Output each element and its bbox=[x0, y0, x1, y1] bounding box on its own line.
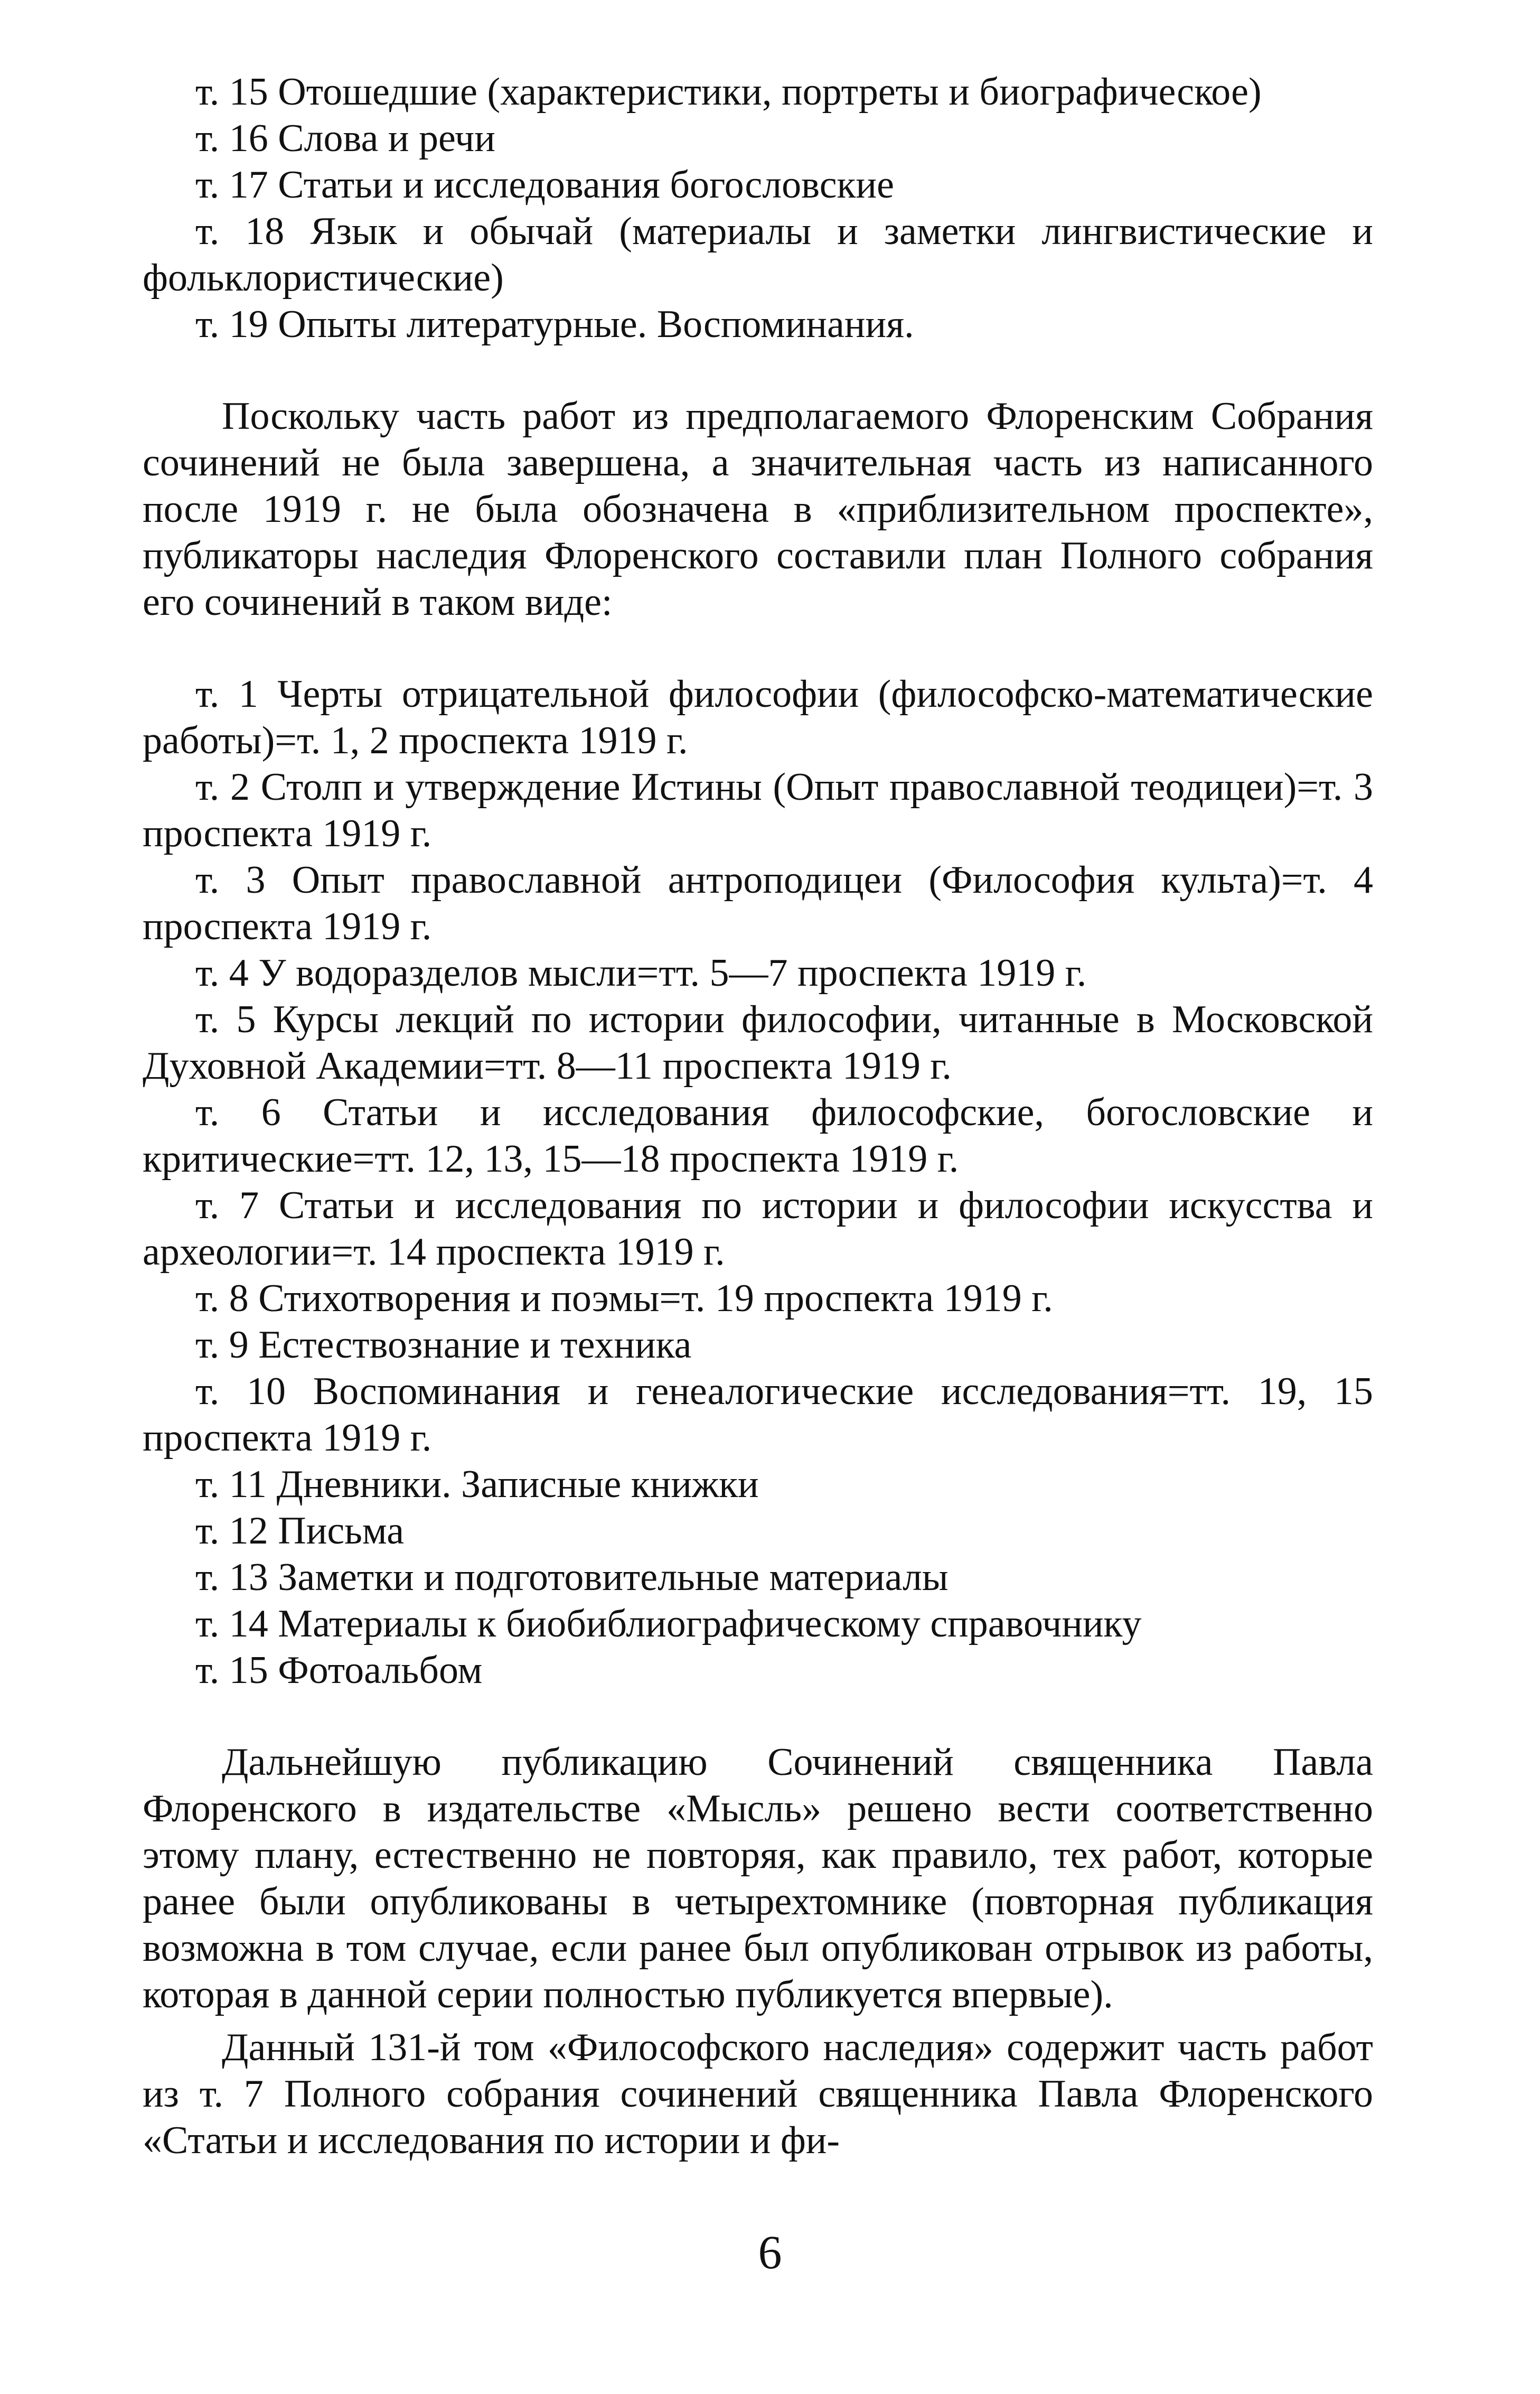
paragraph-volume-contents: Данный 131-й том «Философского наследия» содержит часть работ из т. 7 Полного собрания сочинений священника Павла Флоренского «Статьи и исследования по истории и фи- bbox=[143, 2026, 1373, 2162]
list-item: т. 15 Фотоальбом bbox=[195, 1649, 483, 1692]
volume-list-continued bbox=[143, 69, 1373, 348]
list-item: т. 18 Язык и обычай (материалы и заметки лингвистические и фольклористические) bbox=[143, 210, 1373, 300]
page-content bbox=[143, 69, 1373, 2164]
list-item: т. 7 Статьи и исследования по истории и философии искусства и археологии=т. 14 проспекта 1919 г. bbox=[143, 1184, 1373, 1274]
list-item: т. 3 Опыт православной антроподицеи (Философия культа)=т. 4 проспекта 1919 г. bbox=[143, 858, 1373, 948]
list-item: т. 4 У водоразделов мысли=тт. 5—7 проспекта 1919 г. bbox=[195, 951, 1087, 995]
list-item: т. 8 Стихотворения и поэмы=т. 19 проспекта 1919 г. bbox=[195, 1277, 1053, 1320]
list-item: т. 6 Статьи и исследования философские, богословские и критические=тт. 12, 13, 15—18 проспекта 1919 г. bbox=[143, 1091, 1373, 1181]
list-item: т. 12 Письма bbox=[195, 1509, 405, 1553]
complete-works-plan-list bbox=[143, 671, 1373, 1694]
list-item: т. 16 Слова и речи bbox=[195, 117, 495, 160]
list-item: т. 14 Материалы к биобиблиографическому справочнику bbox=[195, 1602, 1142, 1645]
list-item: т. 1 Черты отрицательной философии (философско-математические работы)=т. 1, 2 проспекта 1919 г. bbox=[143, 672, 1373, 762]
list-item: т. 9 Естествознание и техника bbox=[195, 1323, 692, 1367]
list-item: т. 5 Курсы лекций по истории философии, читанные в Московской Духовной Академии=тт. 8—11 проспекта 1919 г. bbox=[143, 998, 1373, 1088]
paragraph-publication-plan: Дальнейшую публикацию Сочинений священника Павла Флоренского в издательстве «Мысль» решено вести соответственно этому плану, естественно не повторяя, как правило, тех работ, которые ранее были опубликованы в четырехтомнике (повторная публикация возможна в том случае, если ранее был опубликован отрывок из работы, которая в данной серии полностью публикуется впервые). bbox=[143, 1741, 1373, 2016]
list-item: т. 11 Дневники. Записные книжки bbox=[195, 1463, 759, 1506]
paragraph-plan-intro: Поскольку часть работ из предполагаемого Флоренским Собрания сочинений не была завершена, а значительная часть из написанного после 1919 г. не была обозначена в «приблизительном проспекте», публикаторы наследия Флоренского составили план Полного собрания его сочинений в таком виде: bbox=[143, 395, 1373, 624]
list-item: т. 13 Заметки и подготовительные материалы bbox=[195, 1556, 949, 1599]
page-number: 6 bbox=[758, 2227, 782, 2279]
list-item: т. 19 Опыты литературные. Воспоминания. bbox=[195, 303, 914, 346]
list-item: т. 15 Отошедшие (характеристики, портреты и биографическое) bbox=[195, 70, 1262, 114]
list-item: т. 17 Статьи и исследования богословские bbox=[195, 163, 894, 207]
list-item: т. 10 Воспоминания и генеалогические исследования=тт. 19, 15 проспекта 1919 г. bbox=[143, 1370, 1373, 1460]
list-item: т. 2 Столп и утверждение Истины (Опыт православной теодицеи)=т. 3 проспекта 1919 г. bbox=[143, 765, 1373, 855]
